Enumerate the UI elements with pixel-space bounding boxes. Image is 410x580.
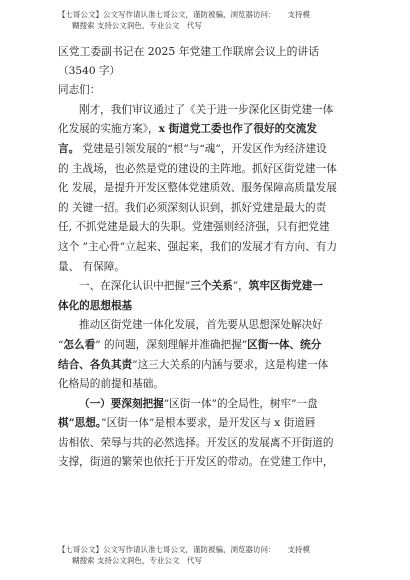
paragraph-line: 任, 不抓党建是最大的失职。党建强则经济强，只有把党建 bbox=[58, 221, 330, 234]
paragraph-line: 支撑，街道的繁荣也依托于开发区的带动。在党建工作中， bbox=[58, 456, 334, 469]
page-header bbox=[58, 9, 310, 31]
paragraph-line: 量、 有保障。 bbox=[58, 260, 125, 273]
section-heading-1: 一、在深化认识中把握”三个关系”，筑牢区街党建一 体化的思想根基 bbox=[58, 280, 323, 312]
paragraph-line: 这个 ”主心骨”立起来、强起来，我们的发展才有方向、有力 bbox=[58, 240, 338, 253]
footer-notice-tail: 支持模 bbox=[287, 545, 310, 554]
paragraph-line: 的 关键一招。我们必须深刻认识到，抓好党建是最大的责 bbox=[58, 201, 327, 214]
header-notice: 【七哥公文】公文写作请认准七哥公文，谨防被骗，浏览器访问： bbox=[58, 10, 276, 19]
paragraph-line: 结合、各负其责”这三大关系的内涵与要求，这是构建一体 bbox=[58, 358, 329, 371]
footer-line-2: 糊搜索 支持公文润色，专业公文 代写 bbox=[72, 556, 202, 565]
header-line-2: 糊搜索 支持公文润色，专业公文 代写 bbox=[72, 21, 202, 30]
paragraph-2 bbox=[58, 316, 380, 394]
document-word-count: （3540 字） bbox=[58, 64, 121, 77]
paragraph-line: 齿相依、荣辱与共的必然选择。开发区的发展离不开街道的 bbox=[58, 436, 334, 449]
header-notice-tail: 支持模 bbox=[287, 10, 310, 19]
paragraph-line: 化 发展，是提升开发区整体党建质效、服务保障高质量发展 bbox=[58, 182, 337, 195]
header-line-1 bbox=[58, 9, 310, 20]
footer-line-1 bbox=[58, 544, 310, 555]
salutation: 同志们： bbox=[58, 84, 101, 97]
paragraph-line: 的 主战场，也必然是党的建设的主阵地。抓好区街党建一体 bbox=[58, 162, 337, 175]
paragraph-line: 言。 党建是引领发展的“根”与“魂”，开发区作为经济建设 bbox=[58, 142, 327, 155]
document-body bbox=[58, 42, 380, 473]
paragraph-line: 刚才，我们审议通过了《关于进一步深化区街党建一体 bbox=[79, 103, 334, 116]
paragraph-line: 推动区街党建一体化发展，首先要从思想深处解决好 bbox=[79, 319, 323, 332]
paragraph-line: “怎么看” 的问题，深刻理解并准确把握”区街一体、统分 bbox=[58, 338, 322, 351]
paragraph-line: 化格局的前提和基础。 bbox=[58, 378, 164, 391]
document-title: 区党工委副书记在 2025 年党建工作联席会议上的讲话 bbox=[58, 45, 320, 58]
footer-notice: 【七哥公文】公文写作请认准七哥公文，谨防被骗，浏览器访问： bbox=[58, 545, 276, 554]
page-footer bbox=[58, 544, 310, 566]
paragraph-1 bbox=[58, 101, 380, 277]
subsection-1: （一）要深刻把握”区街一体”的全局性，树牢”一盘 棋”思想。”区街一体”是根本要求，是开发区与 x 街道唇 齿相依、荣辱与共的必然选择。开发区的发展离不开街道的 支撑，街道的繁荣也依托于开发区的带动。在党建工作中， bbox=[58, 395, 380, 473]
paragraph-line: 化发展的实施方案》，x 街道党工委也作了很好的交流发 bbox=[58, 123, 317, 136]
